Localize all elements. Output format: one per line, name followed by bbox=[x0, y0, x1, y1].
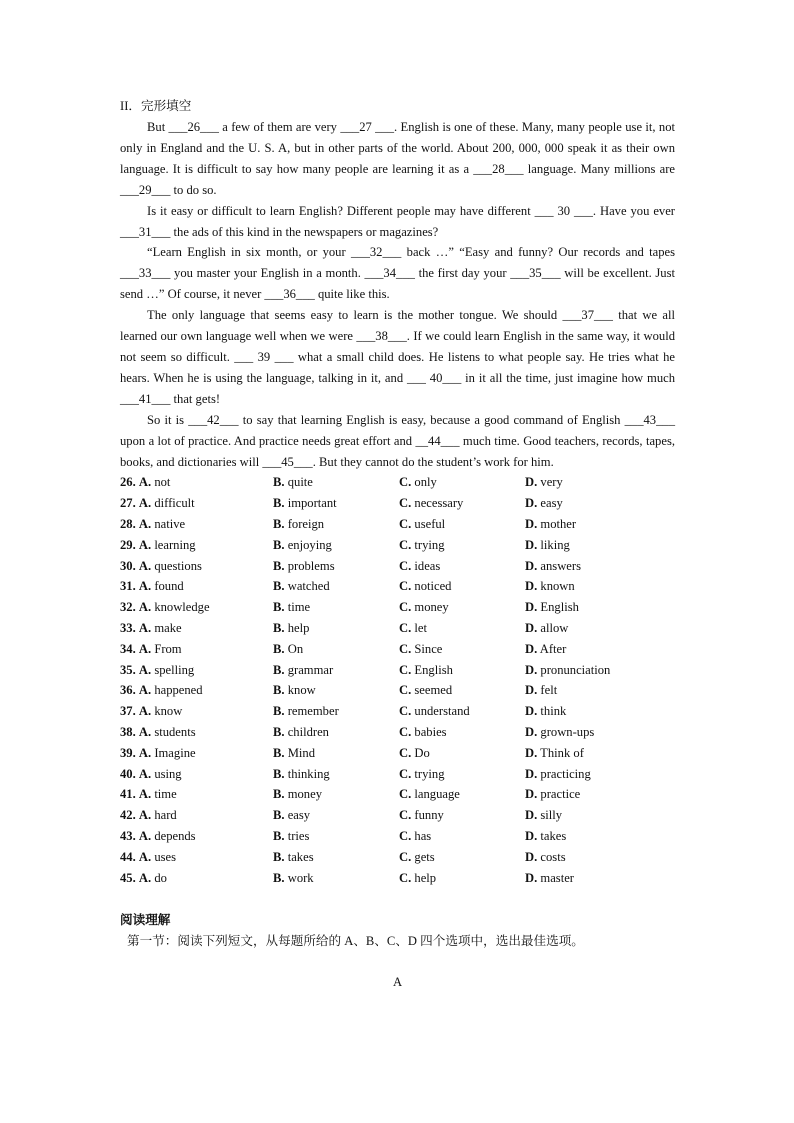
option-a bbox=[120, 493, 195, 514]
question-number: 31. bbox=[120, 579, 136, 594]
option-text: trying bbox=[414, 766, 445, 781]
option-text: important bbox=[287, 496, 337, 511]
question-number: 36. bbox=[120, 683, 136, 698]
option-text: difficult bbox=[154, 496, 195, 511]
option-a bbox=[120, 743, 196, 764]
option-c bbox=[399, 556, 440, 577]
option-text: takes bbox=[287, 849, 314, 864]
option-letter: C. bbox=[399, 724, 412, 739]
option-text: money bbox=[414, 600, 449, 615]
question-number: 30. bbox=[120, 558, 136, 573]
option-a bbox=[120, 514, 185, 535]
option-letter: A. bbox=[138, 808, 152, 823]
option-letter: B. bbox=[273, 558, 285, 573]
option-b bbox=[273, 556, 335, 577]
option-b bbox=[273, 576, 330, 597]
option-text: mother bbox=[540, 517, 577, 531]
question-row bbox=[120, 576, 675, 597]
option-letter: B. bbox=[273, 683, 285, 698]
option-d bbox=[525, 764, 591, 785]
option-letter: A. bbox=[138, 558, 152, 573]
document-page bbox=[120, 96, 675, 993]
option-letter: C. bbox=[399, 517, 412, 531]
option-d bbox=[525, 556, 581, 577]
option-text: enjoying bbox=[287, 537, 332, 552]
option-a bbox=[120, 868, 167, 889]
option-letter: D. bbox=[525, 641, 538, 656]
option-letter: A. bbox=[138, 517, 152, 531]
option-letter: D. bbox=[525, 870, 538, 885]
option-b bbox=[273, 764, 330, 785]
option-text: learning bbox=[154, 537, 196, 552]
option-letter: D. bbox=[525, 517, 538, 531]
option-letter: D. bbox=[525, 745, 538, 760]
option-text: allow bbox=[540, 620, 569, 635]
option-text: On bbox=[287, 641, 304, 656]
option-letter: B. bbox=[273, 641, 285, 656]
option-letter: B. bbox=[273, 870, 285, 885]
cloze-passage bbox=[120, 117, 675, 472]
question-number: 38. bbox=[120, 724, 136, 739]
option-letter: C. bbox=[399, 828, 412, 843]
option-letter: D. bbox=[525, 849, 538, 864]
option-c bbox=[399, 722, 447, 743]
option-b bbox=[273, 660, 333, 681]
option-letter: A. bbox=[138, 766, 152, 781]
option-letter: A. bbox=[138, 579, 152, 594]
option-a bbox=[120, 618, 182, 639]
option-text: quite bbox=[287, 475, 313, 490]
option-text: questions bbox=[154, 558, 202, 573]
option-text: using bbox=[154, 766, 182, 781]
option-d bbox=[525, 743, 584, 764]
option-letter: D. bbox=[525, 828, 538, 843]
question-row bbox=[120, 597, 675, 618]
option-text: English bbox=[414, 662, 453, 677]
option-letter: C. bbox=[399, 641, 412, 656]
option-a bbox=[120, 805, 177, 826]
option-c bbox=[399, 576, 451, 597]
option-c bbox=[399, 784, 460, 805]
option-text: let bbox=[414, 620, 427, 635]
option-a bbox=[120, 576, 184, 597]
option-text: grammar bbox=[287, 662, 334, 677]
question-row bbox=[120, 868, 675, 889]
option-text: easy bbox=[540, 496, 563, 511]
option-letter: C. bbox=[399, 475, 412, 490]
option-text: liking bbox=[540, 537, 570, 552]
option-d bbox=[525, 597, 579, 618]
option-a bbox=[120, 764, 182, 785]
option-letter: D. bbox=[525, 537, 538, 552]
question-number: 29. bbox=[120, 537, 136, 552]
option-a bbox=[120, 597, 210, 618]
question-number: 32. bbox=[120, 600, 136, 615]
option-letter: B. bbox=[273, 787, 285, 802]
option-b bbox=[273, 680, 316, 701]
option-letter: B. bbox=[273, 724, 285, 739]
option-text: do bbox=[154, 870, 167, 885]
option-d bbox=[525, 847, 566, 868]
question-row bbox=[120, 784, 675, 805]
option-text: think bbox=[540, 704, 567, 719]
question-row bbox=[120, 764, 675, 785]
option-text: useful bbox=[414, 517, 446, 531]
option-letter: A. bbox=[138, 849, 152, 864]
option-a bbox=[120, 639, 182, 660]
option-b bbox=[273, 514, 324, 535]
option-letter: A. bbox=[138, 600, 152, 615]
option-b bbox=[273, 722, 329, 743]
option-b bbox=[273, 493, 337, 514]
option-text: make bbox=[154, 620, 182, 635]
question-number: 45. bbox=[120, 870, 136, 885]
option-text: problems bbox=[287, 558, 335, 573]
option-letter: A. bbox=[138, 745, 152, 760]
option-letter: A. bbox=[138, 620, 152, 635]
option-text: happened bbox=[154, 683, 203, 698]
option-text: grown-ups bbox=[540, 724, 595, 739]
option-c bbox=[399, 618, 427, 639]
option-letter: D. bbox=[525, 808, 538, 823]
option-a bbox=[120, 535, 196, 556]
option-c bbox=[399, 847, 435, 868]
option-c bbox=[399, 472, 437, 493]
option-b bbox=[273, 868, 314, 889]
question-row bbox=[120, 701, 675, 722]
reading-instruction: 第一节：阅读下列短文，从每题所给的 A、B、C、D 四个选项中，选出最佳选项。 bbox=[127, 934, 584, 949]
option-letter: A. bbox=[138, 496, 152, 511]
cloze-heading: II．完形填空 bbox=[120, 99, 192, 113]
option-text: pronunciation bbox=[540, 662, 611, 677]
option-text: known bbox=[540, 579, 575, 594]
option-text: help bbox=[414, 870, 437, 885]
question-number: 34. bbox=[120, 641, 136, 656]
option-b bbox=[273, 805, 310, 826]
option-text: work bbox=[287, 870, 314, 885]
option-letter: C. bbox=[399, 787, 412, 802]
option-d bbox=[525, 514, 576, 535]
option-letter: D. bbox=[525, 558, 538, 573]
question-number: 41. bbox=[120, 787, 136, 802]
option-c bbox=[399, 743, 430, 764]
option-a bbox=[120, 556, 202, 577]
question-number: 28. bbox=[120, 517, 136, 531]
option-text: time bbox=[154, 787, 177, 802]
option-letter: B. bbox=[273, 745, 285, 760]
option-text: easy bbox=[287, 808, 311, 823]
option-b bbox=[273, 618, 309, 639]
question-number: 33. bbox=[120, 620, 136, 635]
option-text: necessary bbox=[414, 496, 464, 511]
option-text: uses bbox=[154, 849, 177, 864]
option-text: funny bbox=[414, 808, 444, 823]
option-letter: D. bbox=[525, 787, 538, 802]
option-letter: B. bbox=[273, 808, 285, 823]
option-text: remember bbox=[287, 704, 339, 719]
question-number: 26. bbox=[120, 475, 136, 490]
option-d bbox=[525, 576, 575, 597]
option-letter: B. bbox=[273, 620, 285, 635]
option-text: money bbox=[287, 787, 322, 802]
option-letter: C. bbox=[399, 600, 412, 615]
option-a bbox=[120, 847, 176, 868]
option-c bbox=[399, 493, 463, 514]
option-a bbox=[120, 701, 182, 722]
option-c bbox=[399, 535, 445, 556]
option-b bbox=[273, 743, 315, 764]
question-number: 42. bbox=[120, 808, 136, 823]
option-letter: C. bbox=[399, 745, 412, 760]
question-row bbox=[120, 514, 675, 535]
question-row bbox=[120, 722, 675, 743]
option-text: English bbox=[540, 600, 579, 615]
question-row bbox=[120, 826, 675, 847]
option-d bbox=[525, 472, 563, 493]
question-number: 44. bbox=[120, 849, 136, 864]
question-row bbox=[120, 743, 675, 764]
option-text: hard bbox=[154, 808, 177, 823]
option-letter: A. bbox=[138, 724, 152, 739]
option-text: After bbox=[539, 641, 567, 656]
option-letter: C. bbox=[399, 870, 412, 885]
question-number: 43. bbox=[120, 828, 136, 843]
option-text: costs bbox=[540, 849, 566, 864]
option-text: practice bbox=[540, 787, 581, 802]
passage-paragraph: The only language that seems easy to learn is the mother tongue. We should ___37___ that we all learned our own language well when we were ___38___. If we could learn English in the same way, it would not seem so difficult. ___ 39 ___ what a small child does. He listens to what people say. He tries what he hears. When he is using the language, talking in it, and ___ 40___ in it all the time, just imagine how much ___41___ that gets! bbox=[120, 308, 675, 406]
question-row bbox=[120, 535, 675, 556]
option-text: very bbox=[540, 475, 563, 490]
option-b bbox=[273, 847, 314, 868]
option-letter: B. bbox=[273, 662, 285, 677]
option-letter: D. bbox=[525, 475, 538, 490]
option-letter: A. bbox=[138, 662, 152, 677]
option-text: seemed bbox=[414, 683, 453, 698]
option-letter: A. bbox=[138, 704, 152, 719]
option-c bbox=[399, 597, 449, 618]
option-letter: C. bbox=[399, 704, 412, 719]
option-text: know bbox=[154, 704, 183, 719]
option-text: takes bbox=[540, 828, 567, 843]
option-text: felt bbox=[540, 683, 558, 698]
option-text: native bbox=[154, 517, 186, 531]
option-text: thinking bbox=[287, 766, 330, 781]
option-text: know bbox=[287, 683, 316, 698]
option-c bbox=[399, 868, 436, 889]
option-letter: D. bbox=[525, 683, 538, 698]
option-letter: B. bbox=[273, 537, 285, 552]
option-letter: D. bbox=[525, 704, 538, 719]
option-c bbox=[399, 660, 453, 681]
reading-heading: 阅读理解 bbox=[120, 913, 171, 928]
option-d bbox=[525, 535, 570, 556]
option-text: has bbox=[414, 828, 432, 843]
option-letter: A. bbox=[138, 537, 152, 552]
option-a bbox=[120, 472, 170, 493]
option-text: time bbox=[287, 600, 311, 615]
option-letter: C. bbox=[399, 537, 412, 552]
question-row bbox=[120, 660, 675, 681]
option-letter: C. bbox=[399, 766, 412, 781]
option-c bbox=[399, 701, 470, 722]
option-d bbox=[525, 722, 594, 743]
option-letter: C. bbox=[399, 558, 412, 573]
option-d bbox=[525, 826, 566, 847]
option-text: children bbox=[287, 724, 329, 739]
option-d bbox=[525, 784, 580, 805]
question-row bbox=[120, 639, 675, 660]
question-row bbox=[120, 556, 675, 577]
option-b bbox=[273, 639, 303, 660]
question-row bbox=[120, 847, 675, 868]
option-letter: B. bbox=[273, 600, 285, 615]
option-c bbox=[399, 805, 444, 826]
option-letter: B. bbox=[273, 849, 285, 864]
option-d bbox=[525, 805, 562, 826]
option-text: Mind bbox=[287, 745, 316, 760]
option-b bbox=[273, 701, 339, 722]
option-b bbox=[273, 784, 322, 805]
option-d bbox=[525, 660, 610, 681]
option-c bbox=[399, 826, 431, 847]
option-letter: B. bbox=[273, 475, 285, 490]
option-text: spelling bbox=[154, 662, 195, 677]
question-row bbox=[120, 680, 675, 701]
option-text: From bbox=[154, 641, 182, 656]
option-letter: A. bbox=[138, 641, 152, 656]
passage-paragraph: So it is ___42___ to say that learning English is easy, because a good command of English ___43___ upon a lot of practice. And practice needs great effort and __44___ much time. Good teachers, records, tapes, books, and dictionaries will ___45___. But they cannot do the student’s work for him. bbox=[120, 412, 675, 469]
passage-paragraph: “Learn English in six month, or your ___32___ back …” “Easy and funny? Our records and tapes ___33___ you master your English in a month. ___34___ the first day your ___35___ will be excellent. Just send …” Of course, it never ___36___ quite like this. bbox=[120, 245, 675, 302]
option-letter: B. bbox=[273, 704, 285, 719]
option-d bbox=[525, 701, 566, 722]
option-letter: B. bbox=[273, 828, 285, 843]
option-b bbox=[273, 826, 309, 847]
option-a bbox=[120, 784, 177, 805]
question-number: 27. bbox=[120, 496, 136, 511]
option-letter: C. bbox=[399, 496, 412, 511]
option-text: noticed bbox=[414, 579, 452, 594]
option-letter: D. bbox=[525, 724, 538, 739]
question-row bbox=[120, 618, 675, 639]
question-number: 35. bbox=[120, 662, 136, 677]
option-text: silly bbox=[540, 808, 563, 823]
option-c bbox=[399, 764, 445, 785]
option-a bbox=[120, 826, 196, 847]
option-text: students bbox=[154, 724, 196, 739]
option-b bbox=[273, 597, 310, 618]
question-row bbox=[120, 472, 675, 493]
option-b bbox=[273, 472, 313, 493]
option-text: ideas bbox=[414, 558, 441, 573]
question-number: 37. bbox=[120, 704, 136, 719]
question-number: 40. bbox=[120, 766, 136, 781]
option-letter: B. bbox=[273, 517, 285, 531]
passage-paragraph: But ___26___ a few of them are very ___27 ___. English is one of these. Many, many people use it, not only in England and the U. S. A, but in other parts of the world. About 200, 000, 000 speak it as their own language. It is difficult to say how many people are learning it as a ___28___ language. Many millions are ___29___ to do so. bbox=[120, 120, 675, 197]
option-letter: D. bbox=[525, 600, 538, 615]
question-row bbox=[120, 493, 675, 514]
option-letter: A. bbox=[138, 870, 152, 885]
option-text: tries bbox=[287, 828, 310, 843]
option-text: only bbox=[414, 475, 437, 490]
option-c bbox=[399, 680, 452, 701]
option-text: trying bbox=[414, 537, 445, 552]
option-text: help bbox=[287, 620, 310, 635]
option-a bbox=[120, 722, 196, 743]
option-text: babies bbox=[414, 724, 447, 739]
question-number: 39. bbox=[120, 745, 136, 760]
option-text: foreign bbox=[287, 517, 325, 531]
option-letter: C. bbox=[399, 662, 412, 677]
question-row bbox=[120, 805, 675, 826]
passage-section-letter: A bbox=[392, 975, 403, 990]
option-d bbox=[525, 493, 563, 514]
option-letter: D. bbox=[525, 496, 538, 511]
option-letter: B. bbox=[273, 579, 285, 594]
option-text: Since bbox=[414, 641, 443, 656]
option-d bbox=[525, 618, 568, 639]
option-letter: B. bbox=[273, 496, 285, 511]
option-text: watched bbox=[287, 579, 330, 594]
option-text: master bbox=[540, 870, 574, 885]
option-text: Think of bbox=[540, 745, 584, 760]
option-d bbox=[525, 868, 574, 889]
option-letter: D. bbox=[525, 662, 538, 677]
option-d bbox=[525, 680, 557, 701]
option-letter: C. bbox=[399, 579, 412, 594]
option-letter: C. bbox=[399, 849, 412, 864]
option-letter: D. bbox=[525, 620, 538, 635]
option-a bbox=[120, 680, 203, 701]
option-letter: C. bbox=[399, 808, 412, 823]
answer-options-list bbox=[120, 472, 675, 888]
option-letter: A. bbox=[138, 683, 152, 698]
option-letter: D. bbox=[525, 766, 538, 781]
option-b bbox=[273, 535, 332, 556]
option-text: gets bbox=[414, 849, 435, 864]
option-text: Imagine bbox=[154, 745, 196, 760]
option-text: Do bbox=[414, 745, 430, 760]
option-letter: A. bbox=[138, 828, 152, 843]
option-text: depends bbox=[154, 828, 196, 843]
option-letter: C. bbox=[399, 620, 412, 635]
option-letter: A. bbox=[138, 475, 152, 490]
option-letter: B. bbox=[273, 766, 285, 781]
option-c bbox=[399, 639, 442, 660]
option-c bbox=[399, 514, 445, 535]
option-text: language bbox=[414, 787, 460, 802]
option-text: understand bbox=[414, 704, 470, 719]
passage-paragraph: Is it easy or difficult to learn English? Different people may have different ___ 30 ___. Have you ever ___31___ the ads of this kind in the newspapers or magazines? bbox=[120, 203, 675, 239]
option-a bbox=[120, 660, 194, 681]
option-text: answers bbox=[540, 558, 581, 573]
option-letter: C. bbox=[399, 683, 412, 698]
option-d bbox=[525, 639, 566, 660]
option-letter: D. bbox=[525, 579, 538, 594]
option-letter: A. bbox=[138, 787, 152, 802]
option-text: knowledge bbox=[154, 600, 210, 615]
option-text: found bbox=[154, 579, 184, 594]
option-text: not bbox=[154, 475, 171, 490]
option-text: practicing bbox=[540, 766, 591, 781]
